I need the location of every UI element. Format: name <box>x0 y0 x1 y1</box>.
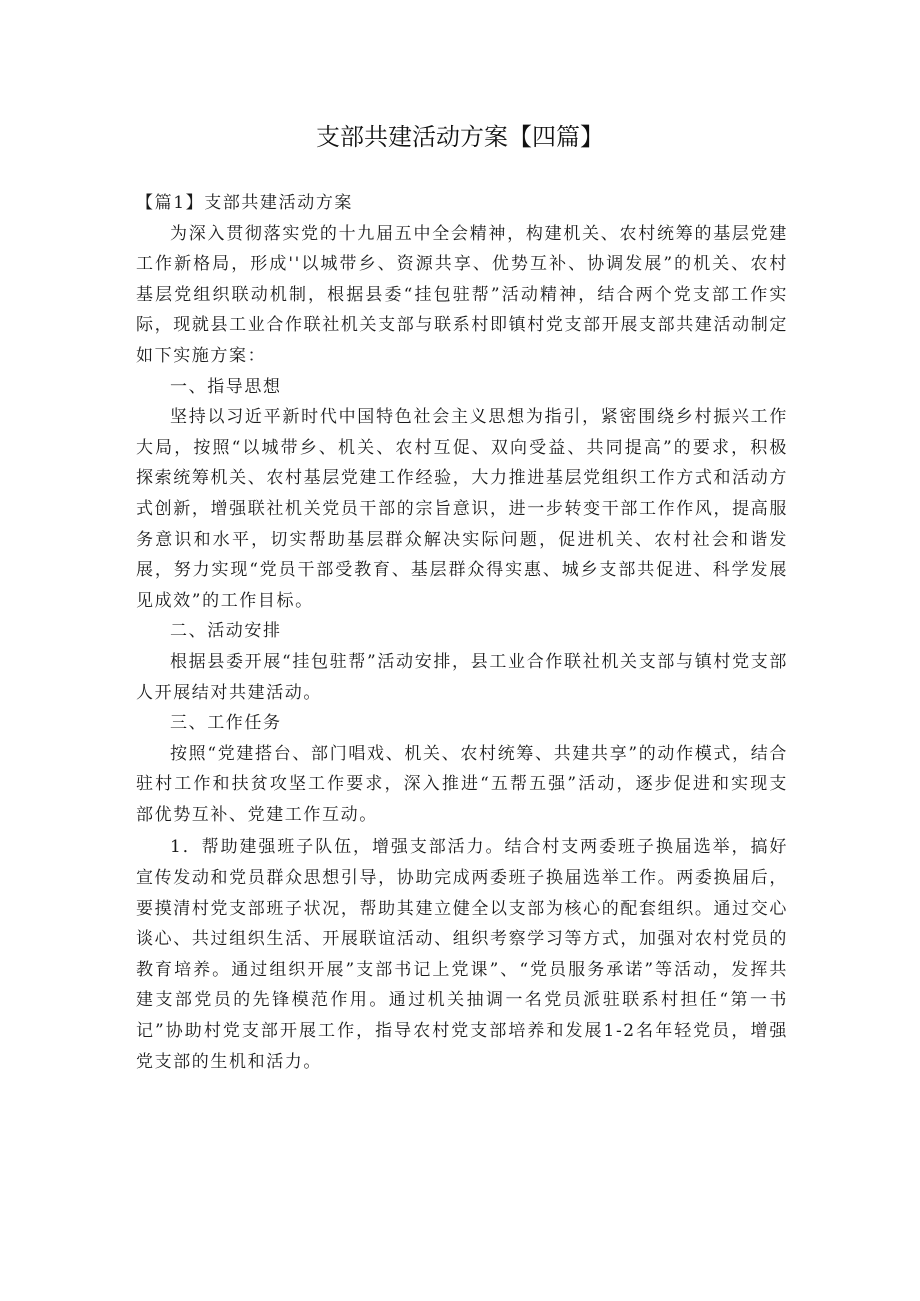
task-item-1: 1．帮助建强班子队伍，增强支部活力。结合村支两委班子换届选举，搞好宣传发动和党员群众思想引导，协助完成两委班子换届选举工作。两委换届后，要摸清村党支部班子状况，帮助其建立健全以支部为核心的配套组织。通过交心谈心、共过组织生活、开展联谊活动、组织考察学习等方式，加强对农村党员的教育培养。通过组织开展”支部书记上党课”、“党员服务承诺”等活动，发挥共建支部党员的先锋模范作用。通过机关抽调一名党员派驻联系村担任“第一书记”协助村党支部开展工作，指导农村党支部培养和发展1-2名年轻党员，增强党支部的生机和活力。 <box>136 837 788 1072</box>
arrangement-paragraph: 根据县委开展“挂包驻帮”活动安排，县工业合作联社机关支部与镇村党支部人开展结对共建活动。 <box>136 651 788 703</box>
heading-work-tasks: 三、工作任务 <box>170 713 282 734</box>
heading-activity-arrangement: 二、活动安排 <box>170 621 282 642</box>
tasks-paragraph: 按照“党建搭台、部门唱戏、机关、农村统筹、共建共享”的动作模式，结合驻村工作和扶贫攻坚工作要求，深入推进“五帮五强”活动，逐步促进和实现支部优势互补、党建工作互动。 <box>136 743 788 825</box>
heading-guiding-thought: 一、指导思想 <box>170 376 282 397</box>
section-label: 【篇1】支部共建活动方案 <box>136 193 354 213</box>
intro-paragraph: 为深入贯彻落实党的十九届五中全会精神，构建机关、农村统筹的基层党建工作新格局，形成''以城带乡、资源共享、优势互补、协调发展”的机关、农村基层党组织联动机制，根据县委“挂包驻帮”活动精神，结合两个党支部工作实际，现就县工业合作联社机关支部与联系村即镇村党支部开展支部共建活动制定如下实施方案： <box>136 223 788 366</box>
guiding-paragraph: 坚持以习近平新时代中国特色社会主义思想为指引，紧密围绕乡村振兴工作大局，按照“以城带乡、机关、农村互促、双向受益、共同提高”的要求，积极探索统筹机关、农村基层党建工作经验，大力推进基层党组织工作方式和活动方式创新，增强联社机关党员干部的宗旨意识，进一步转变干部工作作风，提高服务意识和水平，切实帮助基层群众解决实际问题，促进机关、农村社会和谐发展，努力实现“党员干部受教育、基层群众得实惠、城乡支部共促进、科学发展见成效”的工作目标。 <box>136 407 788 611</box>
document-body <box>136 188 788 1077</box>
document-title: 支部共建活动方案【四篇】 <box>316 123 604 151</box>
